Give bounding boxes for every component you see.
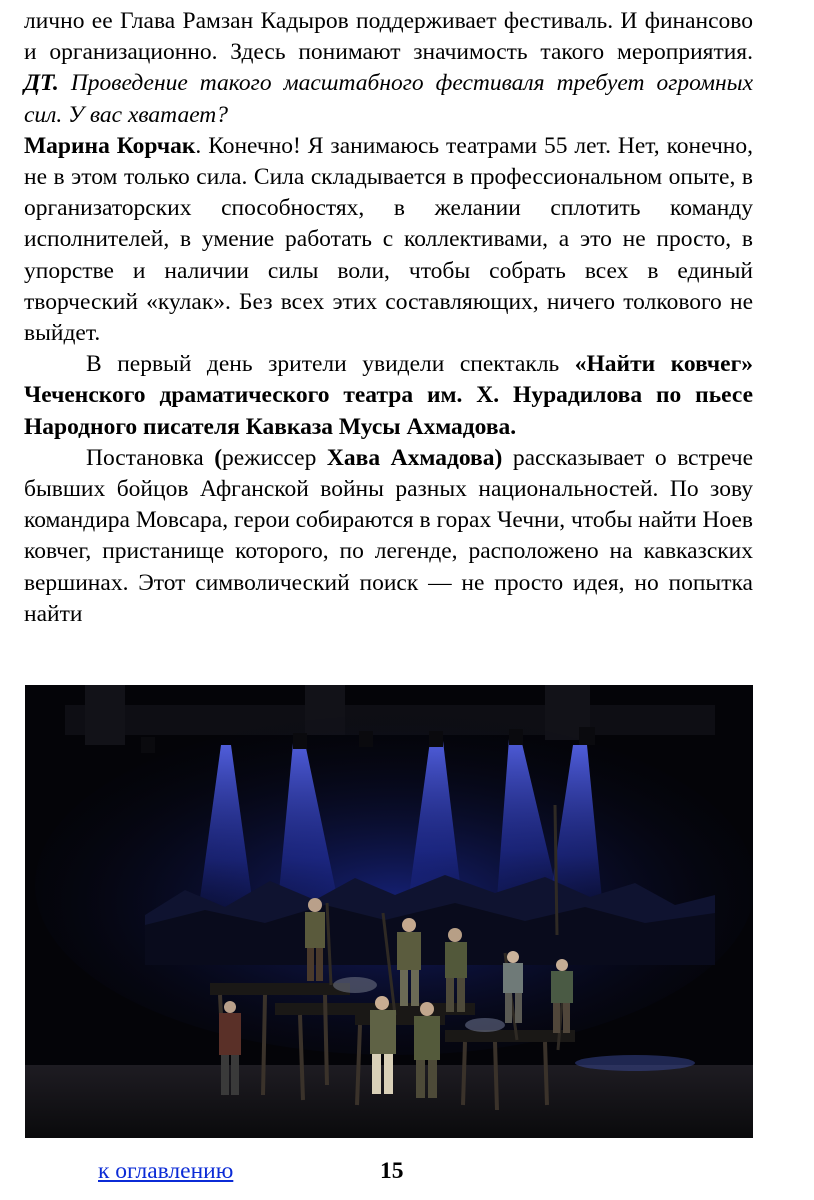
production-director-label: режиссер: [222, 444, 327, 471]
play-title: «Найти ковчег» Чеченского драматического театра им. Х. Нурадилова по пьесе Народного писателя Кавказа Мусы Ахмадова.: [24, 351, 753, 440]
page-footer: [98, 1158, 233, 1185]
answer-text: . Конечно! Я занимаюсь театрами 55 лет. Нет, конечно, не в этом только сила. Сила складывается в профессиональном опыте, в организаторских способностях, в желании сплотить команду исполнителей, в умение работать с коллективами, а это не просто, в упорстве и наличии силы воли, чтобы собрать всех в единый творческий «кулак». Без всех этих составляющих, ничего толкового не выйдет.: [24, 132, 753, 347]
paragraph-intro: лично ее Глава Рамзан Кадыров поддерживает фестиваль. И финансово и организационно. Здесь понимают значимость такого мероприятия.: [24, 8, 753, 66]
paragraph-first-day: [24, 349, 753, 443]
interview-question: [24, 68, 753, 130]
production-text-a: Постановка: [86, 444, 215, 471]
production-director-name: Хава Ахмадова): [326, 444, 503, 471]
stage-photo: [25, 685, 753, 1138]
production-paren: (: [214, 444, 223, 471]
stage-photo-illustration: [25, 685, 753, 1138]
page-number: 15: [380, 1158, 404, 1184]
first-day-text: В первый день зрители увидели спектакль: [86, 351, 575, 378]
production-text-b: рассказывает о встрече бывших бойцов Афганской войны разных национальностей. По зову командира Мовсара, герои собираются в горах Чечни, чтобы найти Ноев ковчег, пристанище которого, по легенде, расположено на кавказских вершинах. Этот символический поиск — не просто идея, но попытка найти: [24, 444, 754, 627]
article-body: [24, 6, 753, 630]
paragraph-production: [24, 443, 753, 630]
question-text: Проведение такого масштабного фестиваля требует огромных сил. У вас хватает?: [24, 70, 753, 128]
interview-answer: [24, 131, 753, 349]
question-label: ДТ.: [24, 70, 59, 97]
answer-speaker: Марина Корчак: [24, 132, 196, 159]
table-of-contents-link[interactable]: к оглавлению: [98, 1158, 234, 1184]
